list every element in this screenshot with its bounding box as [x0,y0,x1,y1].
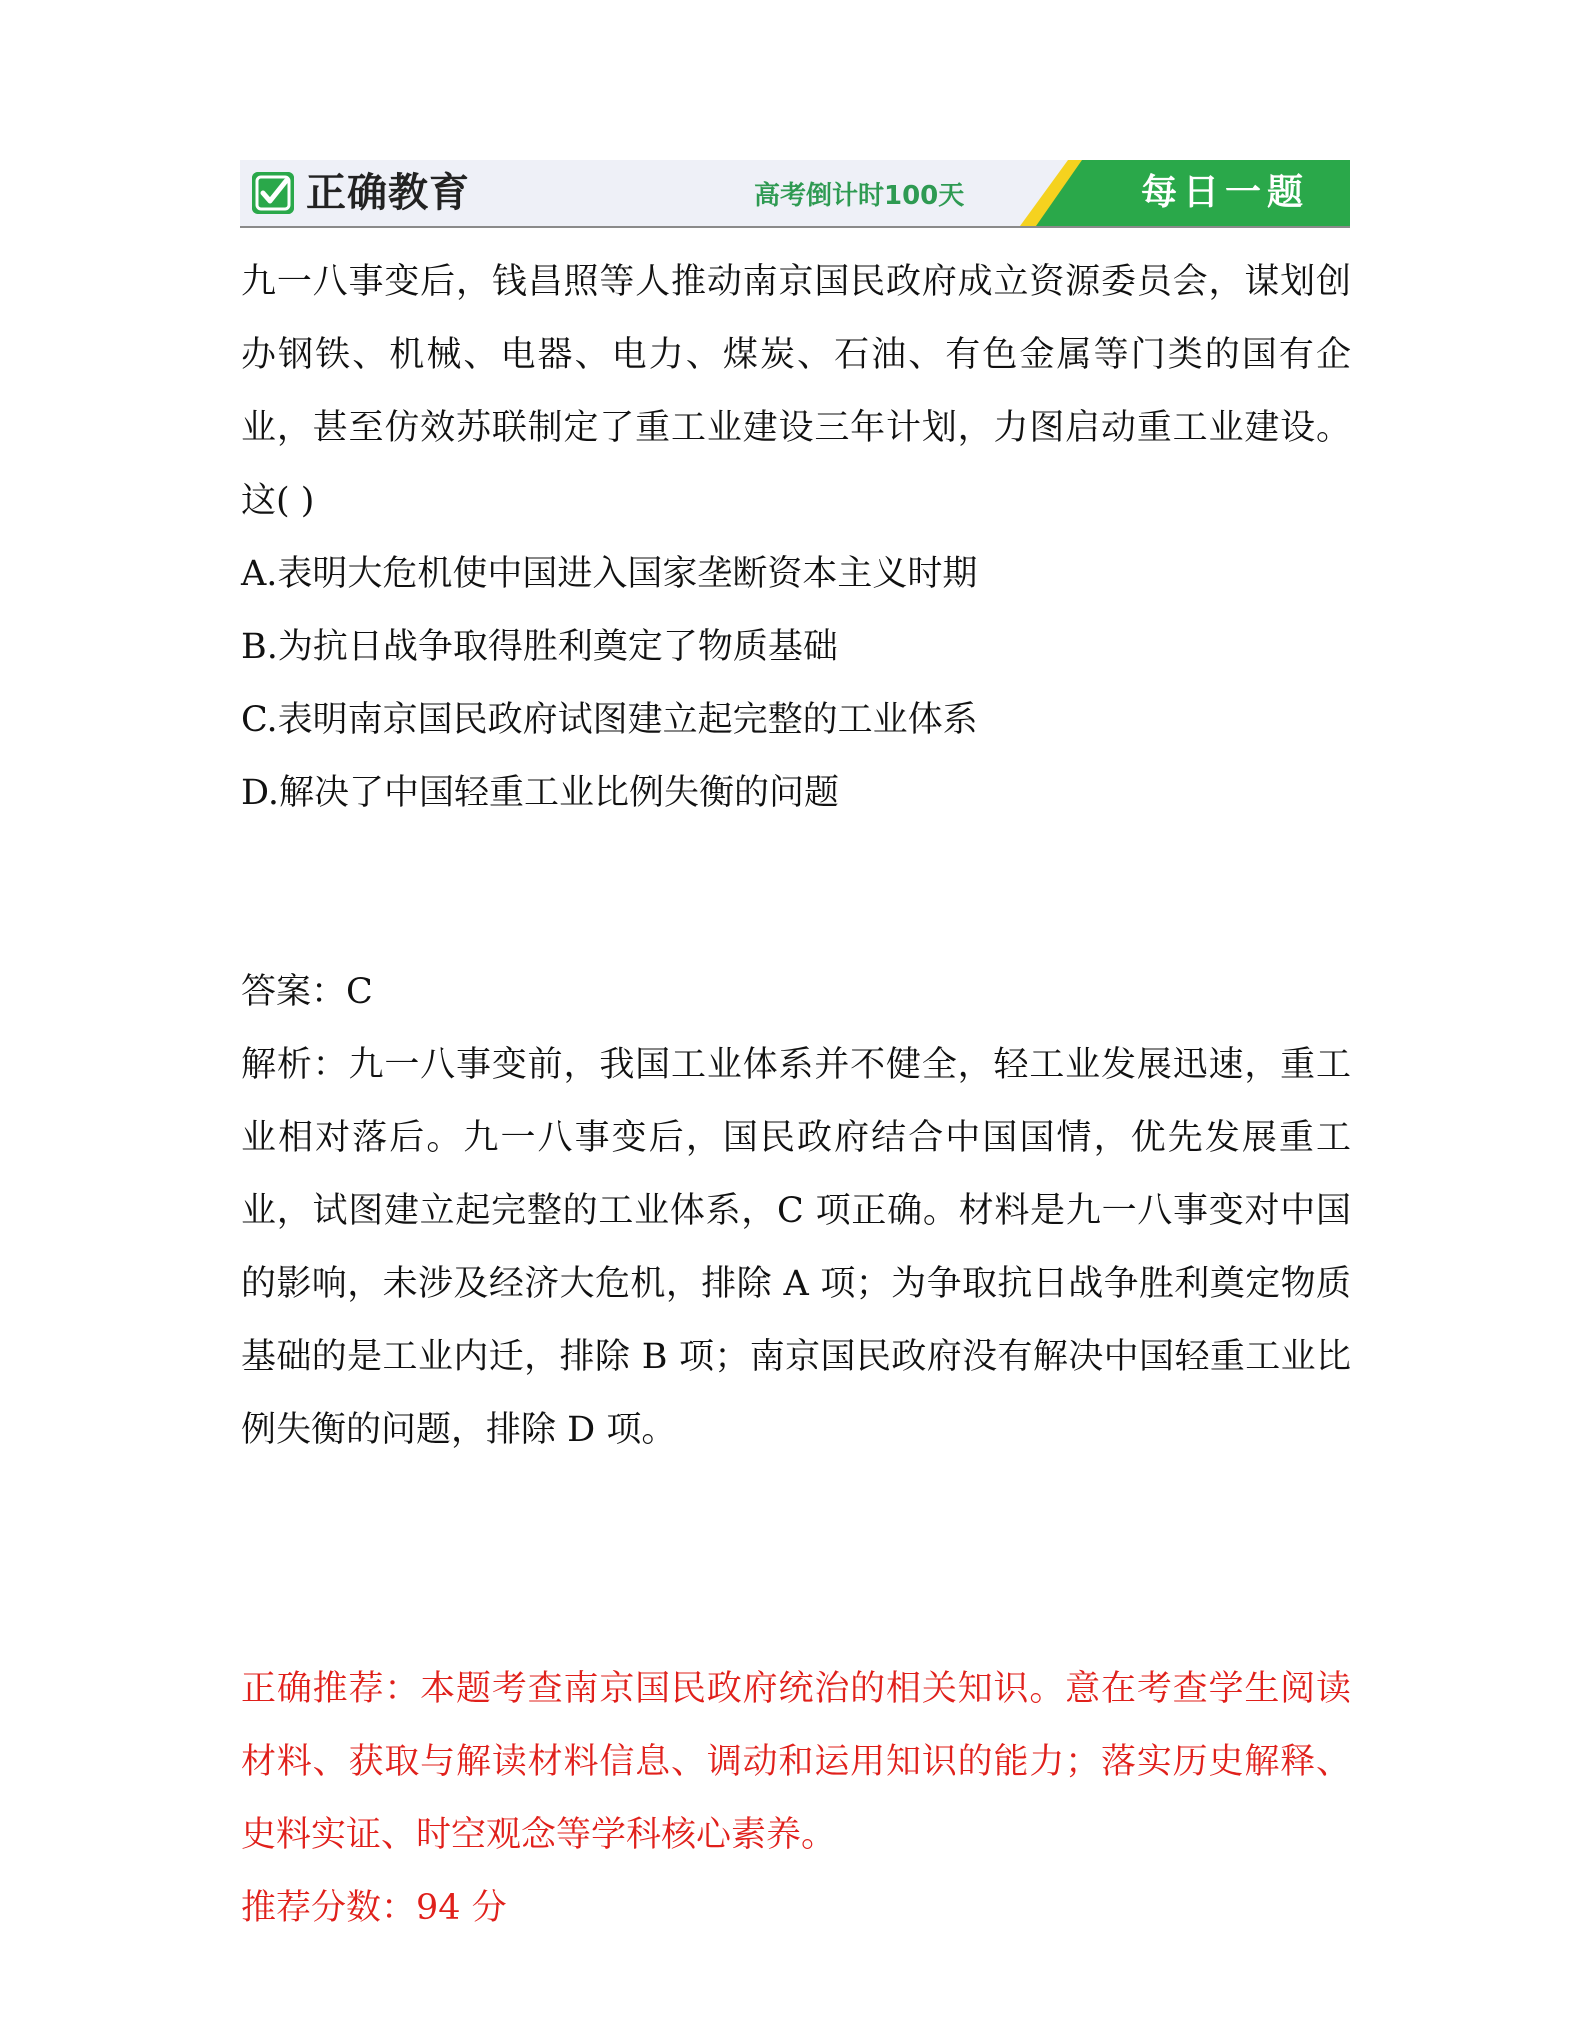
option-d: D.解决了中国轻重工业比例失衡的问题 [241,773,839,813]
ribbon-label: 每日一题 [1140,172,1309,213]
check-icon [252,172,294,214]
option-a: A.表明大危机使中国进入国家垄断资本主义时期 [241,554,978,594]
answer-line: 答案：C [241,972,373,1012]
page-header [240,160,1350,228]
recommend-score: 推荐分数：94 分 [241,1888,507,1928]
option-b: B.为抗日战争取得胜利奠定了物质基础 [241,627,838,667]
header-divider [240,226,1350,228]
recommend-text: 正确推荐：本题考查南京国民政府统治的相关知识。意在考查学生阅读材料、获取与解读材料信息、调动和运用知识的能力；落实历史解释、史料实证、时空观念等学科核心素养。 [241,1669,1351,1855]
brand-logo-text: 正确教育 [306,170,470,216]
option-c: C.表明南京国民政府试图建立起完整的工业体系 [241,700,978,740]
answer-analysis: 解析：九一八事变前，我国工业体系并不健全，轻工业发展迅速，重工业相对落后。九一八事变后，国民政府结合中国国情，优先发展重工业，试图建立起完整的工业体系，C 项正确。材料是九一八事变对中国的影响，未涉及经济大危机，排除 A 项；为争取抗日战争胜利奠定物质基础的是工业内迁，排除 B 项；南京国民政府没有解决中国轻重工业比例失衡的问题，排除 D 项。 [241,1045,1351,1450]
question-stem: 九一八事变后，钱昌照等人推动南京国民政府成立资源委员会，谋划创办钢铁、机械、电器、电力、煤炭、石油、有色金属等门类的国有企业，甚至仿效苏联制定了重工业建设三年计划，力图启动重工业建设。这( ) [241,262,1351,521]
spacer [241,830,1351,956]
spacer [241,1467,1351,1653]
countdown-label: 高考倒计时100天 [754,181,965,211]
question-content [241,246,1351,1945]
daily-question-ribbon [1020,160,1350,226]
